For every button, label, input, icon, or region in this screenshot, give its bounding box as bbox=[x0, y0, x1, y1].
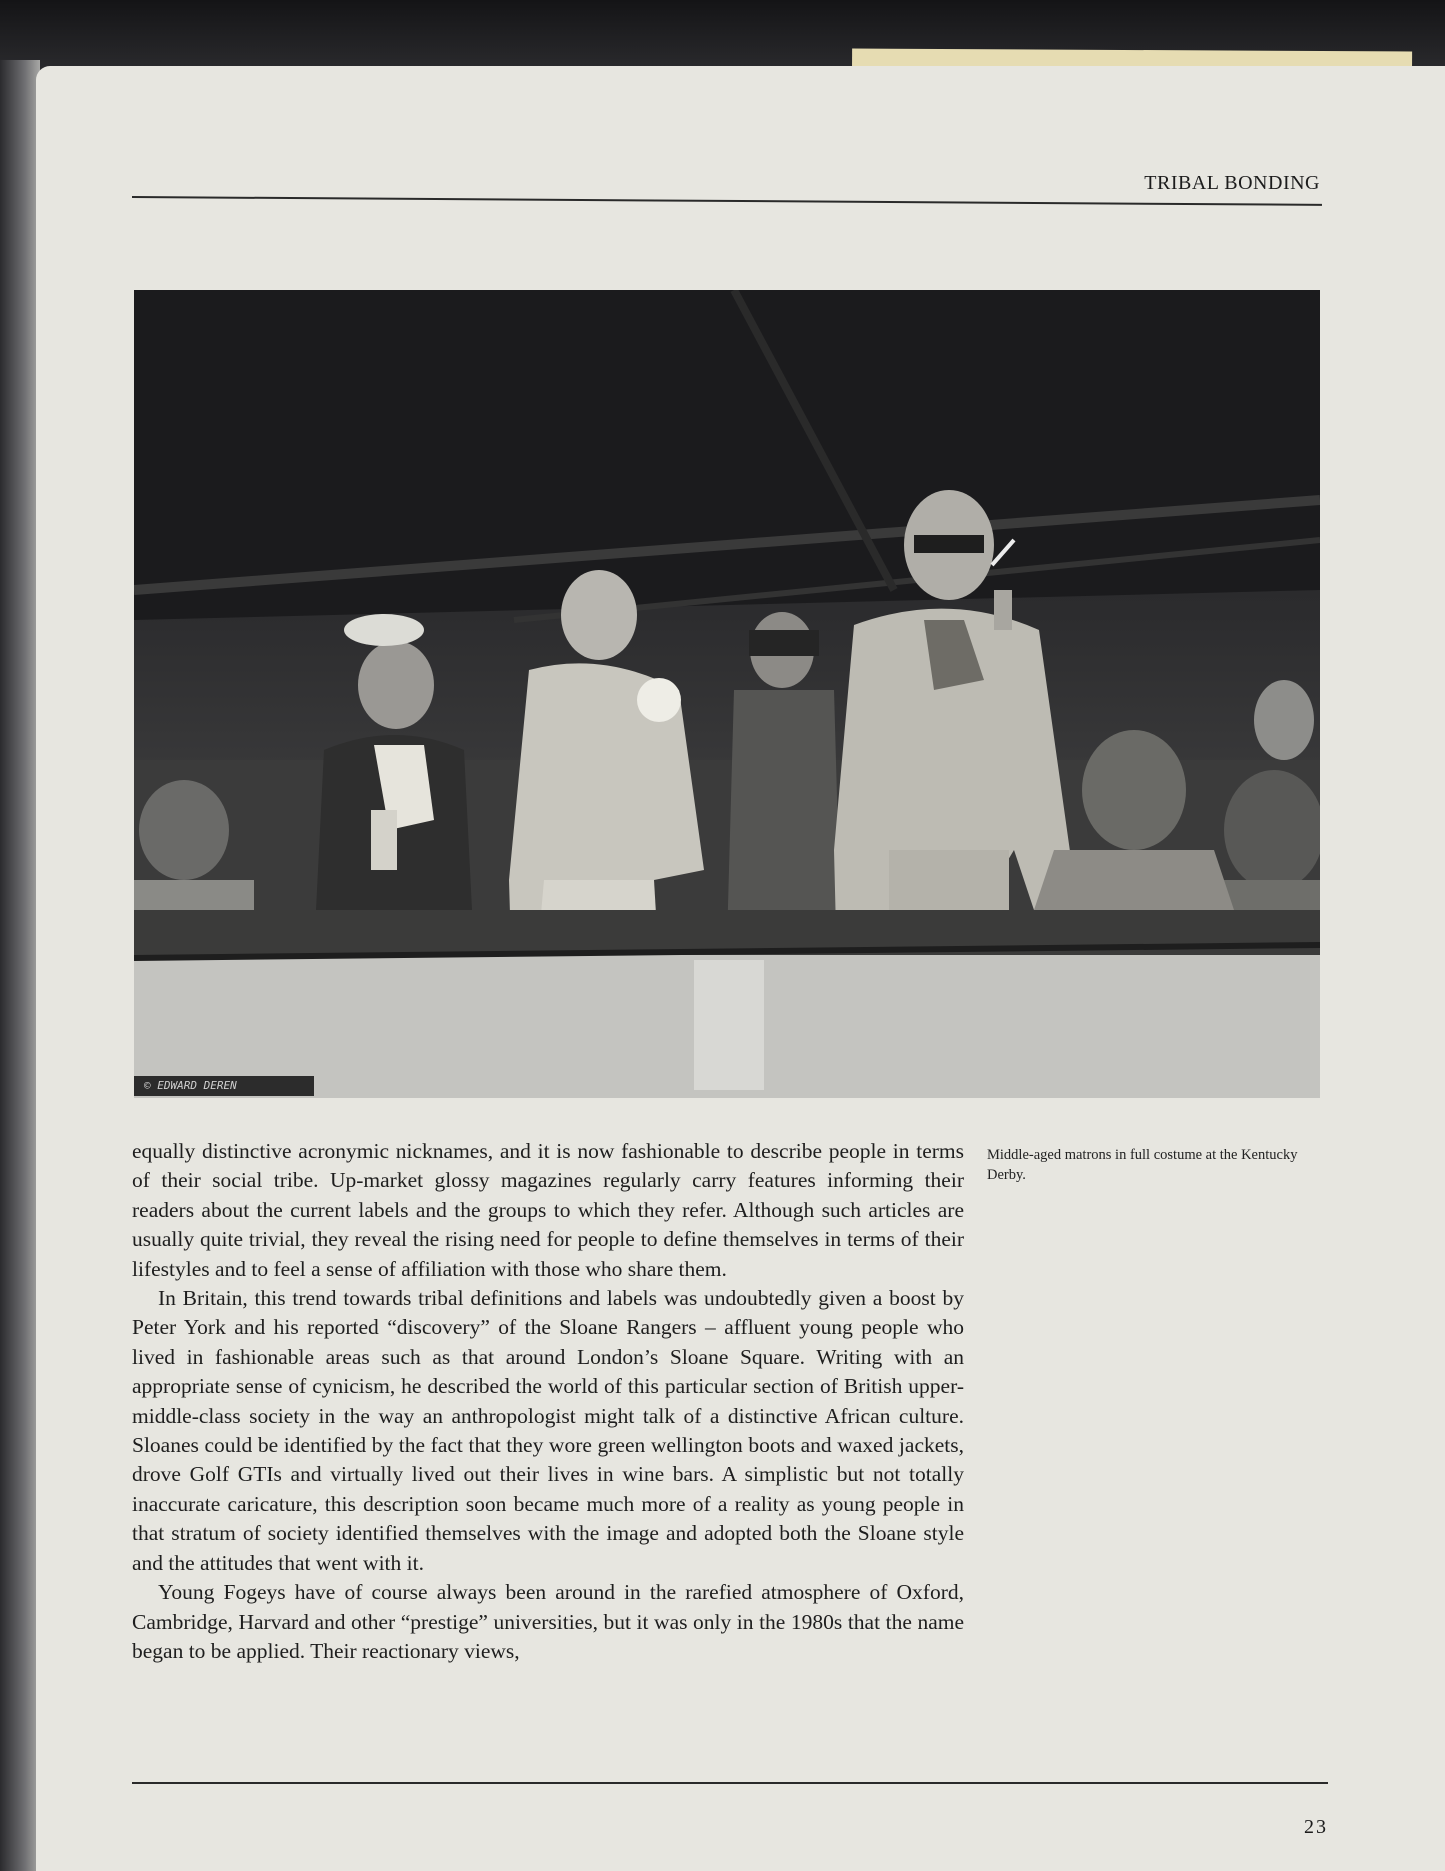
footer-rule bbox=[132, 1782, 1328, 1784]
paragraph-3: Young Fogeys have of course always been around in the rarefied atmosphere of Oxford, Cambridge, Harvard and other “prestige” universities, but it was only in the 1980s that the name began to be applied. Their reactionary views, bbox=[132, 1580, 964, 1663]
running-head: TRIBAL BONDING bbox=[1144, 172, 1320, 194]
photograph bbox=[134, 290, 1320, 1098]
page-number: 23 bbox=[1304, 1816, 1328, 1838]
paragraph-1: equally distinctive acronymic nicknames, and it is now fashionable to describe people in terms of their social tribe. Up-market glossy magazines regularly carry features informing their readers about the current labels and the groups to which they refer. Although such articles are usually quite trivial, they reveal the rising need for people to define themselves in terms of their lifestyles and to feel a sense of affiliation with those who share them. bbox=[132, 1139, 964, 1281]
book-spine-edge bbox=[0, 60, 40, 1871]
paragraph-2: In Britain, this trend towards tribal definitions and labels was undoubtedly given a boost by Peter York and his reported “discovery” of the Sloane Rangers – affluent young people who lived in fashionable areas such as that around London’s Sloane Square. Writing with an appropriate sense of cynicism, he described the world of this particular section of British upper-middle-class society in the way an anthropologist might talk of a distinctive African culture. Sloanes could be identified by the fact that they wore green wellington boots and waxed jackets, drove Golf GTIs and virtually lived out their lives in wine bars. A simplistic but not totally inaccurate caricature, this description soon became much more of a reality as young people in that stratum of society identified themselves with the image and adopted both the Sloane style and the attitudes that went with it. bbox=[132, 1286, 964, 1575]
body-text bbox=[132, 1137, 964, 1666]
photo-caption: Middle-aged matrons in full costume at the Kentucky Derby. bbox=[987, 1147, 1298, 1183]
photo-illustration bbox=[134, 290, 1320, 1098]
photo-credit: © EDWARD DEREN bbox=[134, 1076, 314, 1096]
